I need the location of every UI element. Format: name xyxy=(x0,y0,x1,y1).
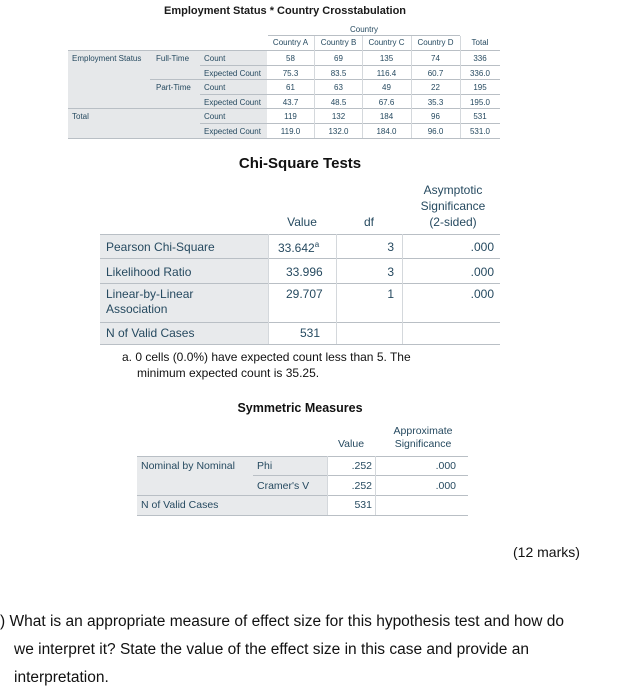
chi-row-sig: .000 xyxy=(470,287,494,301)
table-cell: 22 xyxy=(431,83,440,92)
sym-measure-phi: Phi xyxy=(257,460,273,472)
table-cell: 35.3 xyxy=(427,98,444,107)
col-header-total: Total xyxy=(471,38,489,47)
table-cell: 132.0 xyxy=(328,127,349,136)
chi-row-label-line: Association xyxy=(106,302,168,316)
col-header-country-b: Country B xyxy=(320,38,357,47)
chi-row-label: Pearson Chi-Square xyxy=(106,240,215,254)
question-text xyxy=(0,608,630,692)
sym-sig: .000 xyxy=(435,480,456,492)
table-cell: 58 xyxy=(286,54,295,63)
column-group-header: Country xyxy=(349,25,378,34)
question-line: ) What is an appropriate measure of effect size for this hypothesis test and how do xyxy=(0,613,565,630)
sym-value-header: Value xyxy=(337,438,365,450)
table-cell: 49 xyxy=(382,83,391,92)
chi-row-value: 29.707 xyxy=(286,287,323,301)
footnote-marker: a xyxy=(314,240,320,249)
table-cell: 48.5 xyxy=(330,98,347,107)
chi-value-header: Value xyxy=(287,215,317,229)
table-cell: 74 xyxy=(431,54,440,63)
sym-n-value: 531 xyxy=(354,499,372,511)
chi-row-label: N of Valid Cases xyxy=(106,326,195,340)
table-cell: 336.0 xyxy=(469,69,491,78)
table-cell: 83.5 xyxy=(330,69,347,78)
crosstab-title: Employment Status * Country Crosstabulation xyxy=(163,5,407,17)
chi-footnote-line: minimum expected count is 35.25. xyxy=(137,366,320,380)
question-line: interpretation. xyxy=(14,669,109,686)
table-cell: 63 xyxy=(334,83,343,92)
table-cell: 96 xyxy=(431,112,440,121)
chi-value-text: 33.642 xyxy=(278,241,315,255)
chi-sig-header xyxy=(410,182,496,230)
chi-row-sig: .000 xyxy=(470,240,494,254)
table-cell: 531.0 xyxy=(469,127,491,136)
chi-sig-header-line: Asymptotic xyxy=(423,183,483,197)
table-cell: 96.0 xyxy=(427,127,444,136)
marks-label: (12 marks) xyxy=(513,544,580,560)
sym-value: .252 xyxy=(351,460,372,472)
table-cell: 135 xyxy=(379,54,394,63)
table-cell: 69 xyxy=(334,54,343,63)
table-cell: 75.3 xyxy=(282,69,299,78)
chi-row-sig: .000 xyxy=(470,265,494,279)
stat-label: Expected Count xyxy=(204,98,261,107)
stat-label: Count xyxy=(204,112,226,121)
table-cell: 336 xyxy=(473,54,487,63)
table-cell: 60.7 xyxy=(427,69,444,78)
row-total-label: Total xyxy=(72,112,89,121)
stat-label: Count xyxy=(204,54,226,63)
row-group-part-time: Part-Time xyxy=(156,83,191,92)
sym-measure-cramers-v: Cramer's V xyxy=(257,480,310,492)
sym-sig: .000 xyxy=(435,460,456,472)
sym-group-label: Nominal by Nominal xyxy=(141,460,235,472)
chi-row-value: 33.996 xyxy=(286,265,323,279)
sym-sig-header-line: Approximate xyxy=(393,425,453,437)
stat-label: Expected Count xyxy=(204,127,261,136)
chi-row-df: 3 xyxy=(387,265,394,279)
table-cell: 61 xyxy=(286,83,295,92)
table-cell: 184.0 xyxy=(376,127,397,136)
row-var-label: Employment Status xyxy=(72,54,142,63)
table-cell: 67.6 xyxy=(378,98,395,107)
table-cell: 531 xyxy=(473,112,487,121)
chi-row-label xyxy=(106,287,193,317)
table-cell: 119.0 xyxy=(280,127,301,136)
table-cell: 195.0 xyxy=(469,98,491,107)
sym-sig-header-line: Significance xyxy=(394,438,452,450)
col-header-country-c: Country C xyxy=(368,38,405,47)
chi-row-label: Likelihood Ratio xyxy=(106,265,192,279)
sym-sig-header xyxy=(378,425,468,451)
table-cell: 43.7 xyxy=(282,98,299,107)
chi-row-label-line: Linear-by-Linear xyxy=(106,287,194,301)
symmetric-title: Symmetric Measures xyxy=(237,401,363,415)
table-cell: 119 xyxy=(284,112,297,121)
chi-sig-header-line: Significance xyxy=(420,199,486,213)
table-cell: 132 xyxy=(331,112,346,121)
col-header-country-d: Country D xyxy=(417,38,454,47)
stat-label: Expected Count xyxy=(204,69,261,78)
chi-square-title: Chi-Square Tests xyxy=(238,155,362,172)
chi-footnote-line: a. 0 cells (0.0%) have expected count less than 5. The xyxy=(122,350,411,364)
question-line: we interpret it? State the value of the effect size in this case and provide an xyxy=(14,641,529,658)
chi-row-value: 531 xyxy=(300,326,321,340)
stat-label: Count xyxy=(204,83,226,92)
chi-row-df: 1 xyxy=(387,287,394,301)
chi-row-value xyxy=(278,240,319,255)
row-group-full-time: Full-Time xyxy=(156,54,190,63)
col-header-country-a: Country A xyxy=(272,38,309,47)
chi-footnote xyxy=(122,349,411,381)
chi-df-header: df xyxy=(363,215,374,229)
sym-n-label: N of Valid Cases xyxy=(141,499,219,511)
table-cell: 184 xyxy=(379,112,394,121)
chi-sig-header-line: (2-sided) xyxy=(429,215,477,229)
table-cell: 116.4 xyxy=(376,69,397,78)
sym-value: .252 xyxy=(351,480,372,492)
chi-row-df: 3 xyxy=(387,240,394,254)
table-cell: 195 xyxy=(473,83,487,92)
